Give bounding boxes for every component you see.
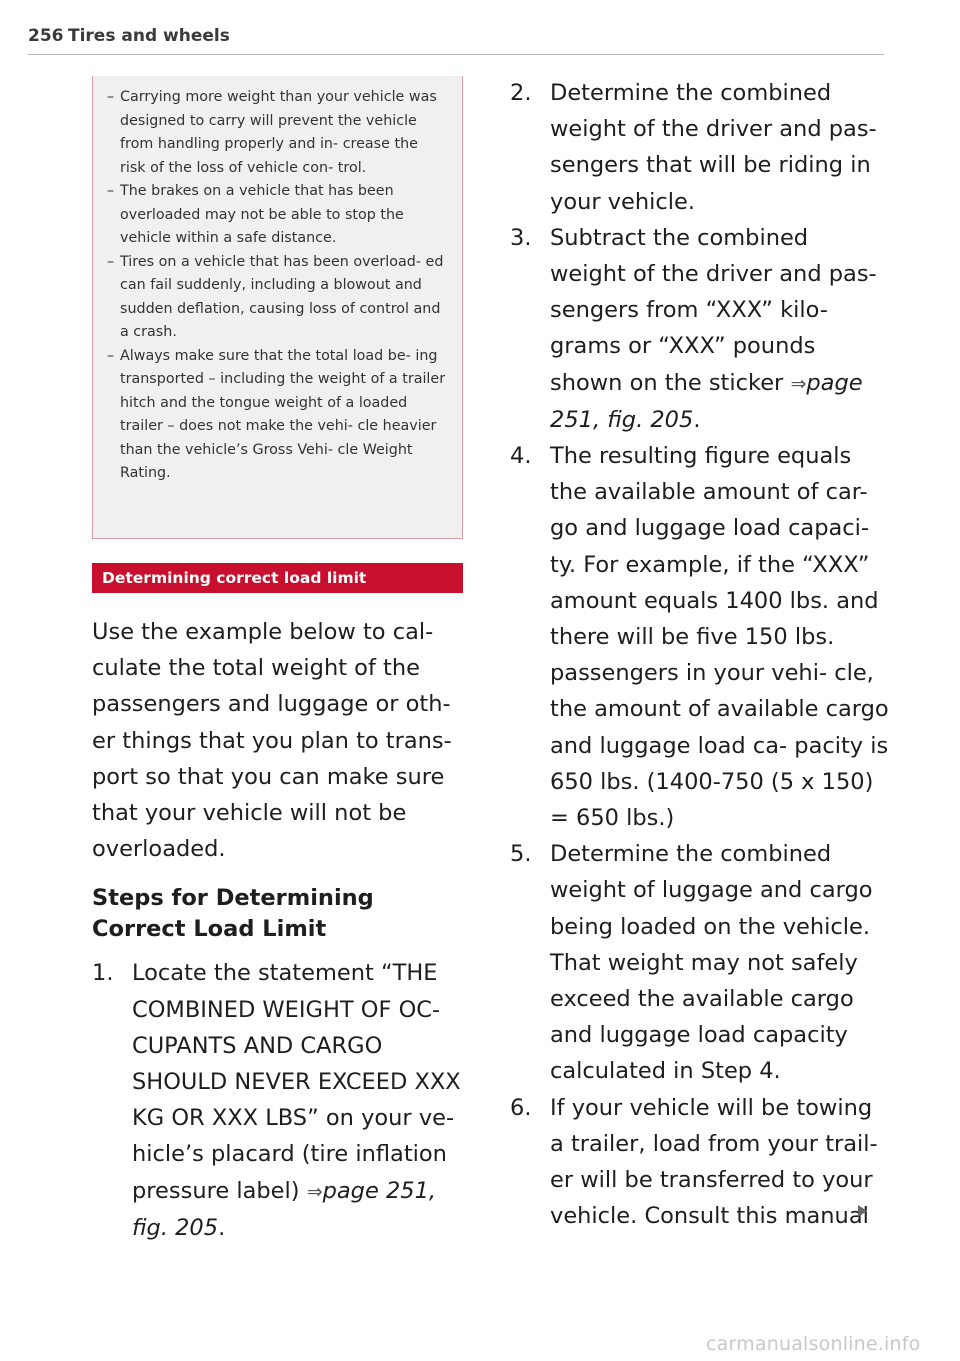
steps-list-right bbox=[510, 75, 890, 1235]
page-reference-link[interactable]: page 251, fig. 205 bbox=[132, 1177, 437, 1241]
continue-arrow-icon bbox=[858, 1205, 867, 1217]
section-title: Tires and wheels bbox=[68, 26, 230, 46]
step-item: 2. Determine the combined weight of the driver and pas- sengers that will be riding in your vehicle. bbox=[510, 80, 877, 215]
warning-item: – The brakes on a vehicle that has been overloaded may not be able to stop the vehicle within a safe distance. bbox=[107, 183, 404, 246]
steps-list-left bbox=[92, 955, 472, 1246]
step-item: 1. Locate the statement “THE COMBINED WEIGHT OF OC- CUPANTS AND CARGO SHOULD NEVER EXCEED XXX KG OR XXX LBS” on your ve- hicle’s placard (tire inflation pressure label) ⇒page 251, fig. 205. bbox=[92, 960, 461, 1241]
right-column bbox=[510, 75, 890, 1235]
page-number: 256 bbox=[28, 26, 64, 46]
warning-item: – Tires on a vehicle that has been overload- ed can fail suddenly, including a blowout and sudden deflation, causing loss of control and a crash. bbox=[107, 253, 444, 340]
watermark: carmanualsonline.info bbox=[706, 1333, 921, 1355]
step-item: 3. Subtract the combined weight of the driver and pas- sengers from “XXX” kilo- grams or “XXX” pounds shown on the sticker ⇒page 251, fig. 205. bbox=[510, 224, 877, 433]
warning-box bbox=[92, 76, 463, 539]
intro-paragraph: Use the example below to cal- culate the total weight of the passengers and luggage or oth- er things that you plan to trans- port so that you can make sure that your vehicle will not be overloaded. bbox=[92, 619, 452, 863]
warning-item: – Always make sure that the total load be- ing transported – including the weight of a trailer hitch and the tongue weight of a loaded trailer – does not make the vehi- cle heavier than the vehicle’s Gross Vehi- cle Weight Rating. bbox=[107, 347, 446, 481]
warning-item: – Carrying more weight than your vehicle was designed to carry will prevent the vehicle from handling properly and in- crease the risk of the loss of vehicle con- trol. bbox=[107, 89, 437, 176]
step-item: 6. If your vehicle will be towing a trailer, load from your trail- er will be transferred to your vehicle. Consult this manual bbox=[510, 1094, 878, 1230]
left-column bbox=[92, 614, 472, 1246]
page-reference-link[interactable]: page 251, fig. 205 bbox=[550, 369, 863, 433]
page-header bbox=[28, 22, 884, 55]
step-item: 5. Determine the combined weight of luggage and cargo being loaded on the vehicle. That weight may not safely exceed the available cargo and luggage load capacity calculated in Step 4. bbox=[510, 841, 873, 1085]
warning-list bbox=[93, 76, 462, 486]
step-item: 4. The resulting figure equals the available amount of car- go and luggage load capaci- ty. For example, if the “XXX” amount equals 1400 lbs. and there will be five 150 lbs. passengers in your vehi- cle, the amount of available cargo and luggage load ca- pacity is 650 lbs. (1400-750 (5 x 150) = 650 lbs.) bbox=[510, 443, 889, 832]
section-heading: Determining correct load limit bbox=[92, 563, 463, 593]
reference-arrow-icon: ⇒ bbox=[306, 1180, 323, 1203]
reference-arrow-icon: ⇒ bbox=[790, 372, 807, 395]
steps-heading: Steps for Determining Correct Load Limit bbox=[92, 885, 374, 943]
